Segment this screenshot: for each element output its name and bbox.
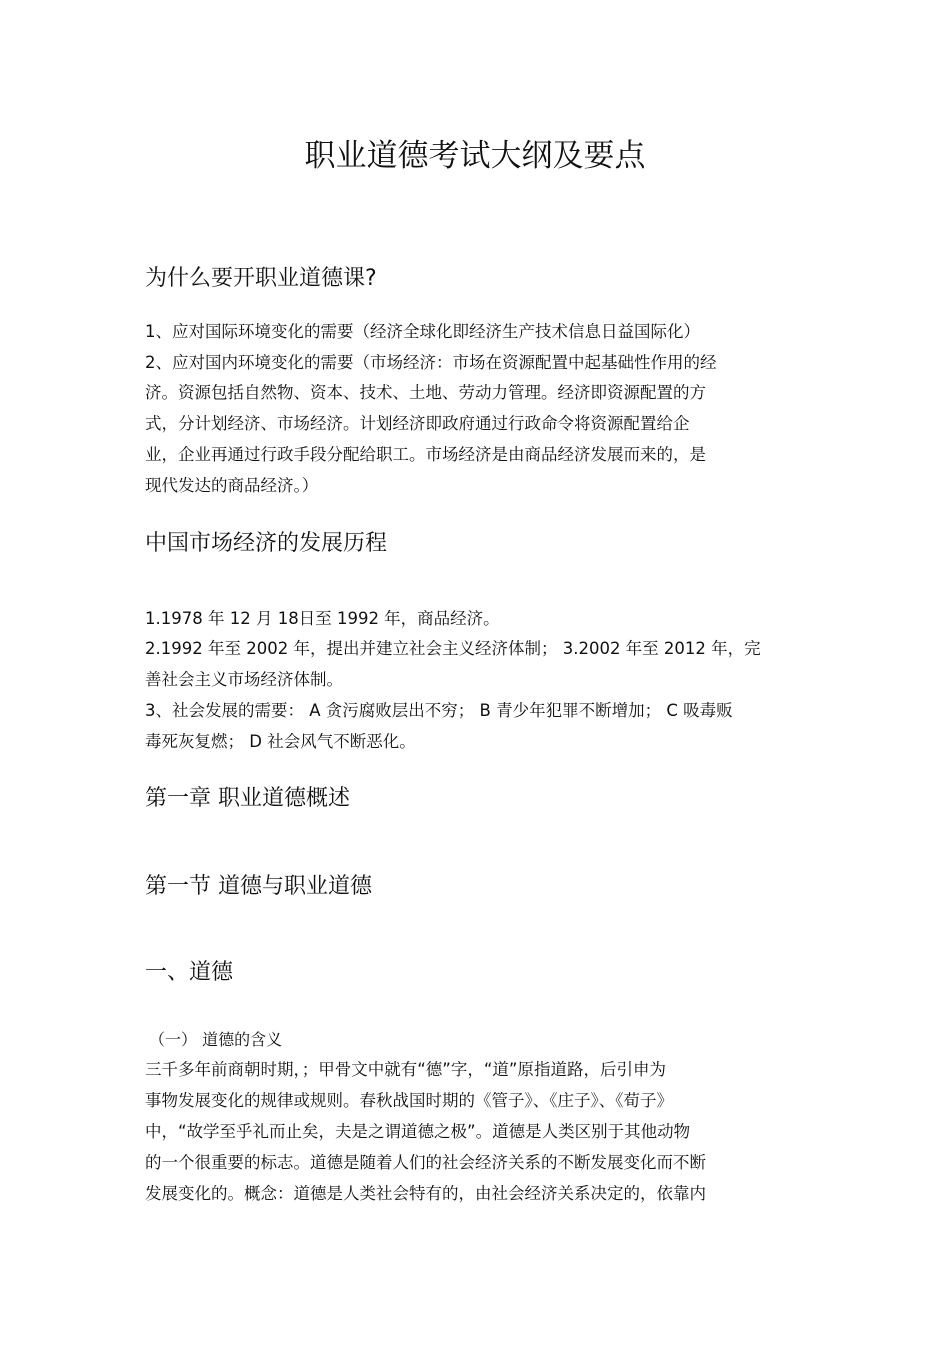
paragraph-line: 1、应对国际环境变化的需要（经济全球化即经济生产技术信息日益国际化） bbox=[145, 322, 700, 341]
paragraph-line: 中，“故学至乎礼而止矣，夫是之谓道德之极”。道德是人类区别于其他动物 bbox=[145, 1122, 691, 1141]
paragraph-line: 2、应对国内环境变化的需要（市场经济：市场在资源配置中起基础性作用的经 bbox=[145, 353, 717, 372]
paragraph-line: 2.1992 年至 2002 年，提出并建立社会主义经济体制； 3.2002 年至 2012 年，完 bbox=[145, 639, 761, 658]
heading-part-1-morality: 一、道德 bbox=[145, 960, 234, 985]
paragraph-line: 的一个很重要的标志。道德是随着人们的社会经济关系的不断发展变化而不断 bbox=[145, 1153, 706, 1172]
paragraph-line: 发展变化的。概念：道德是人类社会特有的，由社会经济关系决定的，依靠内 bbox=[145, 1184, 706, 1203]
paragraph-line: 式，分计划经济、市场经济。计划经济即政府通过行政命令将资源配置给企 bbox=[145, 414, 690, 433]
paragraph-line: 毒死灰复燃； D 社会风气不断恶化。 bbox=[145, 732, 416, 751]
heading-chapter-1: 第一章 职业道德概述 bbox=[145, 786, 350, 811]
heading-section-1: 第一节 道德与职业道德 bbox=[145, 874, 372, 899]
paragraph-line: 3、社会发展的需要： A 贪污腐败层出不穷； B 青少年犯罪不断增加； C 吸毒贩 bbox=[145, 701, 733, 720]
paragraph-line: 三千多年前商朝时期，；甲骨文中就有“德”字，“道”原指道路，后引申为 bbox=[145, 1060, 666, 1079]
paragraph-line: 济。资源包括自然物、资本、技术、土地、劳动力管理。经济即资源配置的方 bbox=[145, 383, 706, 402]
paragraph-line: 事物发展变化的规律或规则。春秋战国时期的《管子》、《庄子》、《荀子》 bbox=[145, 1091, 673, 1110]
paragraph-line: 业，企业再通过行政手段分配给职工。市场经济是由商品经济发展而来的，是 bbox=[145, 445, 706, 464]
paragraph-line: 善社会主义市场经济体制。 bbox=[145, 670, 343, 689]
heading-why-course: 为什么要开职业道德课? bbox=[145, 266, 377, 291]
paragraph-line: 1.1978 年 12 月 18日至 1992 年，商品经济。 bbox=[145, 609, 500, 628]
paragraph-line: 现代发达的商品经济。） bbox=[145, 476, 319, 495]
document-title: 职业道德考试大纲及要点 bbox=[304, 138, 646, 174]
heading-market-history: 中国市场经济的发展历程 bbox=[145, 531, 388, 556]
subsection-heading: （一） 道德的含义 bbox=[149, 1030, 283, 1049]
